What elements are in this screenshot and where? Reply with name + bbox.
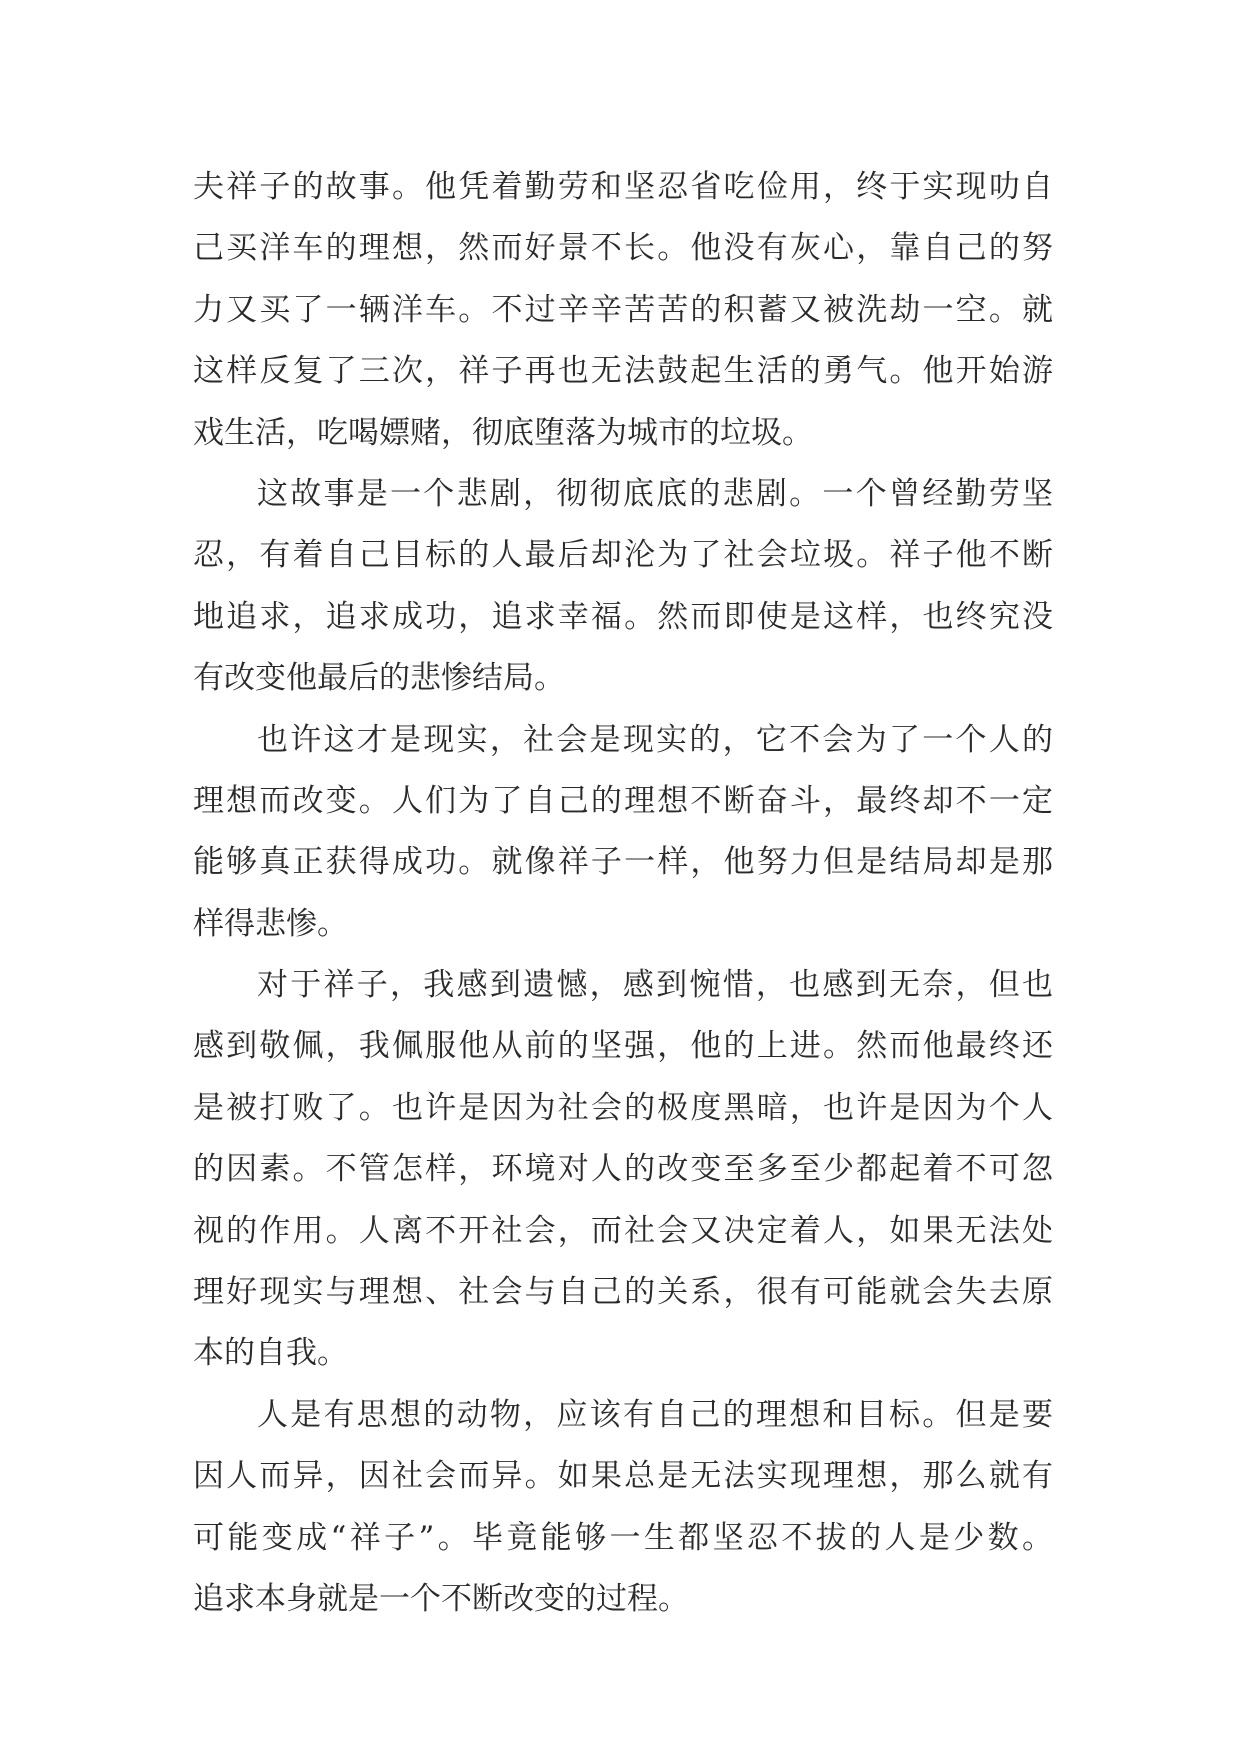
text-line: 理好现实与理想、社会与自己的关系，很有可能就会失去原 — [193, 1274, 1053, 1311]
paragraph-5 — [193, 1385, 1053, 1631]
text-line: 忍，有着自己目标的人最后却沦为了社会垃圾。祥子他不断 — [193, 537, 1053, 574]
text-line: 力又买了一辆洋车。不过辛辛苦苦的积蓄又被洗劫一空。就 — [193, 291, 1053, 328]
text-line: 这故事是一个悲剧，彻彻底底的悲剧。一个曾经勤劳坚 — [257, 475, 1053, 512]
text-line: 因人而异，因社会而异。如果总是无法实现理想，那么就有 — [193, 1458, 1053, 1495]
text-line: 地追求，追求成功，追求幸福。然而即使是这样，也终究没 — [193, 598, 1053, 635]
paragraph-3 — [193, 710, 1053, 956]
paragraph-1 — [193, 157, 1053, 464]
document-body — [193, 157, 1053, 1630]
text-line: 视的作用。人离不开社会，而社会又决定着人，如果无法处 — [193, 1212, 1053, 1249]
text-line: 理想而改变。人们为了自己的理想不断奋斗，最终却不一定 — [193, 782, 1053, 819]
text-line: 夫祥子的故事。他凭着勤劳和坚忍省吃俭用，终于实现叻自 — [193, 169, 1053, 205]
paragraph-4 — [193, 955, 1053, 1385]
text-line: 人是有思想的动物，应该有自己的理想和目标。但是要 — [257, 1396, 1053, 1433]
text-line: 己买洋车的理想，然而好景不长。他没有灰心，靠自己的努 — [193, 230, 1053, 267]
text-line: 的因素。不管怎样，环境对人的改变至多至少都起着不可忽 — [193, 1151, 1053, 1188]
text-line: 对于祥子，我感到遗憾，感到惋惜，也感到无奈，但也 — [257, 967, 1053, 1004]
text-line: 这样反复了三次，祥子再也无法鼓起生活的勇气。他开始游 — [193, 353, 1053, 390]
text-line: 有改变他最后的悲惨结局。 — [193, 660, 565, 697]
text-line: 本的自我。 — [193, 1335, 348, 1372]
text-line: 追求本身就是一个不断改变的过程。 — [193, 1580, 689, 1617]
text-line: 也许这才是现实，社会是现实的，它不会为了一个人的 — [257, 721, 1053, 758]
text-line: 能够真正获得成功。就像祥子一样，他努力但是结局却是那 — [193, 844, 1053, 881]
text-line: 感到敬佩，我佩服他从前的坚强，他的上进。然而他最终还 — [193, 1028, 1053, 1065]
text-line: 戏生活，吃喝嫖赌，彻底堕落为城市的垃圾。 — [193, 414, 813, 451]
text-line: 是被打败了。也许是因为社会的极度黑暗，也许是因为个人 — [193, 1089, 1053, 1126]
text-line: 可能变成“祥子”。毕竟能够一生都坚忍不拔的人是少数。 — [193, 1519, 1053, 1556]
paragraph-2 — [193, 464, 1053, 710]
text-line: 样得悲惨。 — [193, 905, 348, 942]
